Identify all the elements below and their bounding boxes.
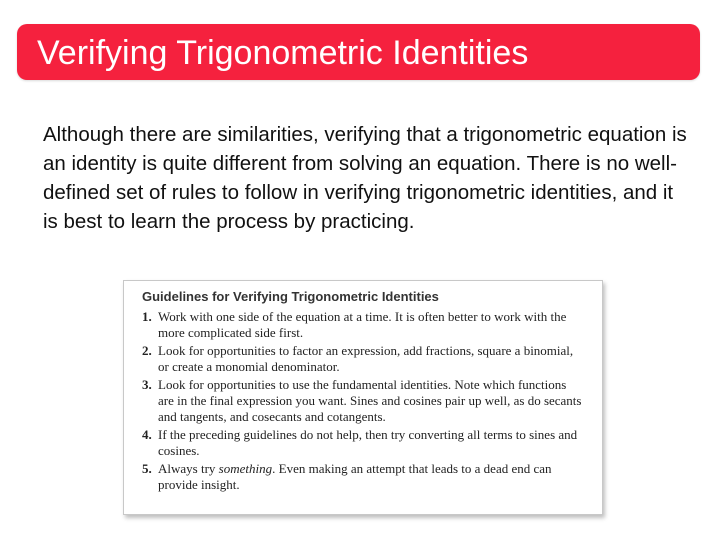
title-bar bbox=[17, 24, 700, 80]
guideline-item bbox=[142, 309, 584, 341]
guideline-text: If the preceding guidelines do not help, then try converting all terms to sines and cosines. bbox=[158, 427, 578, 458]
page-title: Verifying Trigonometric Identities bbox=[37, 34, 529, 72]
guideline-text-before: Always try bbox=[158, 461, 219, 476]
guideline-emphasis: something bbox=[218, 461, 273, 476]
guideline-item bbox=[142, 427, 584, 459]
guidelines-heading: Guidelines for Verifying Trigonometric Identities bbox=[142, 289, 439, 304]
guidelines-box bbox=[123, 280, 603, 515]
guideline-text: Look for opportunities to use the fundamental identities. Note which functions are in the final expression you want. Sines and cosines pair up well, as do secants and tangents, and cosecants and cotangents. bbox=[158, 377, 582, 424]
guideline-item bbox=[142, 461, 584, 493]
intro-paragraph: Although there are similarities, verifying that a trigonometric equation is an identity is quite different from solving an equation. There is no well-defined set of rules to follow in verifying trigonometric identities, and it is best to learn the process by practicing. bbox=[43, 123, 687, 233]
guideline-item bbox=[142, 377, 584, 425]
guideline-text bbox=[158, 461, 584, 493]
guideline-number: 4. bbox=[142, 427, 152, 442]
guideline-number: 5. bbox=[142, 461, 152, 476]
guideline-text: Look for opportunities to factor an expression, add fractions, square a binomial, or create a monomial denominator. bbox=[158, 343, 574, 374]
guideline-text: Work with one side of the equation at a time. It is often better to work with the more complicated side first. bbox=[158, 309, 567, 340]
guidelines-list bbox=[142, 309, 584, 493]
guideline-number: 1. bbox=[142, 309, 152, 324]
guideline-item bbox=[142, 343, 584, 375]
guideline-text-after: . Even making an attempt that leads to a dead end can provide insight. bbox=[158, 461, 552, 492]
guideline-number: 3. bbox=[142, 377, 152, 392]
guideline-number: 2. bbox=[142, 343, 152, 358]
